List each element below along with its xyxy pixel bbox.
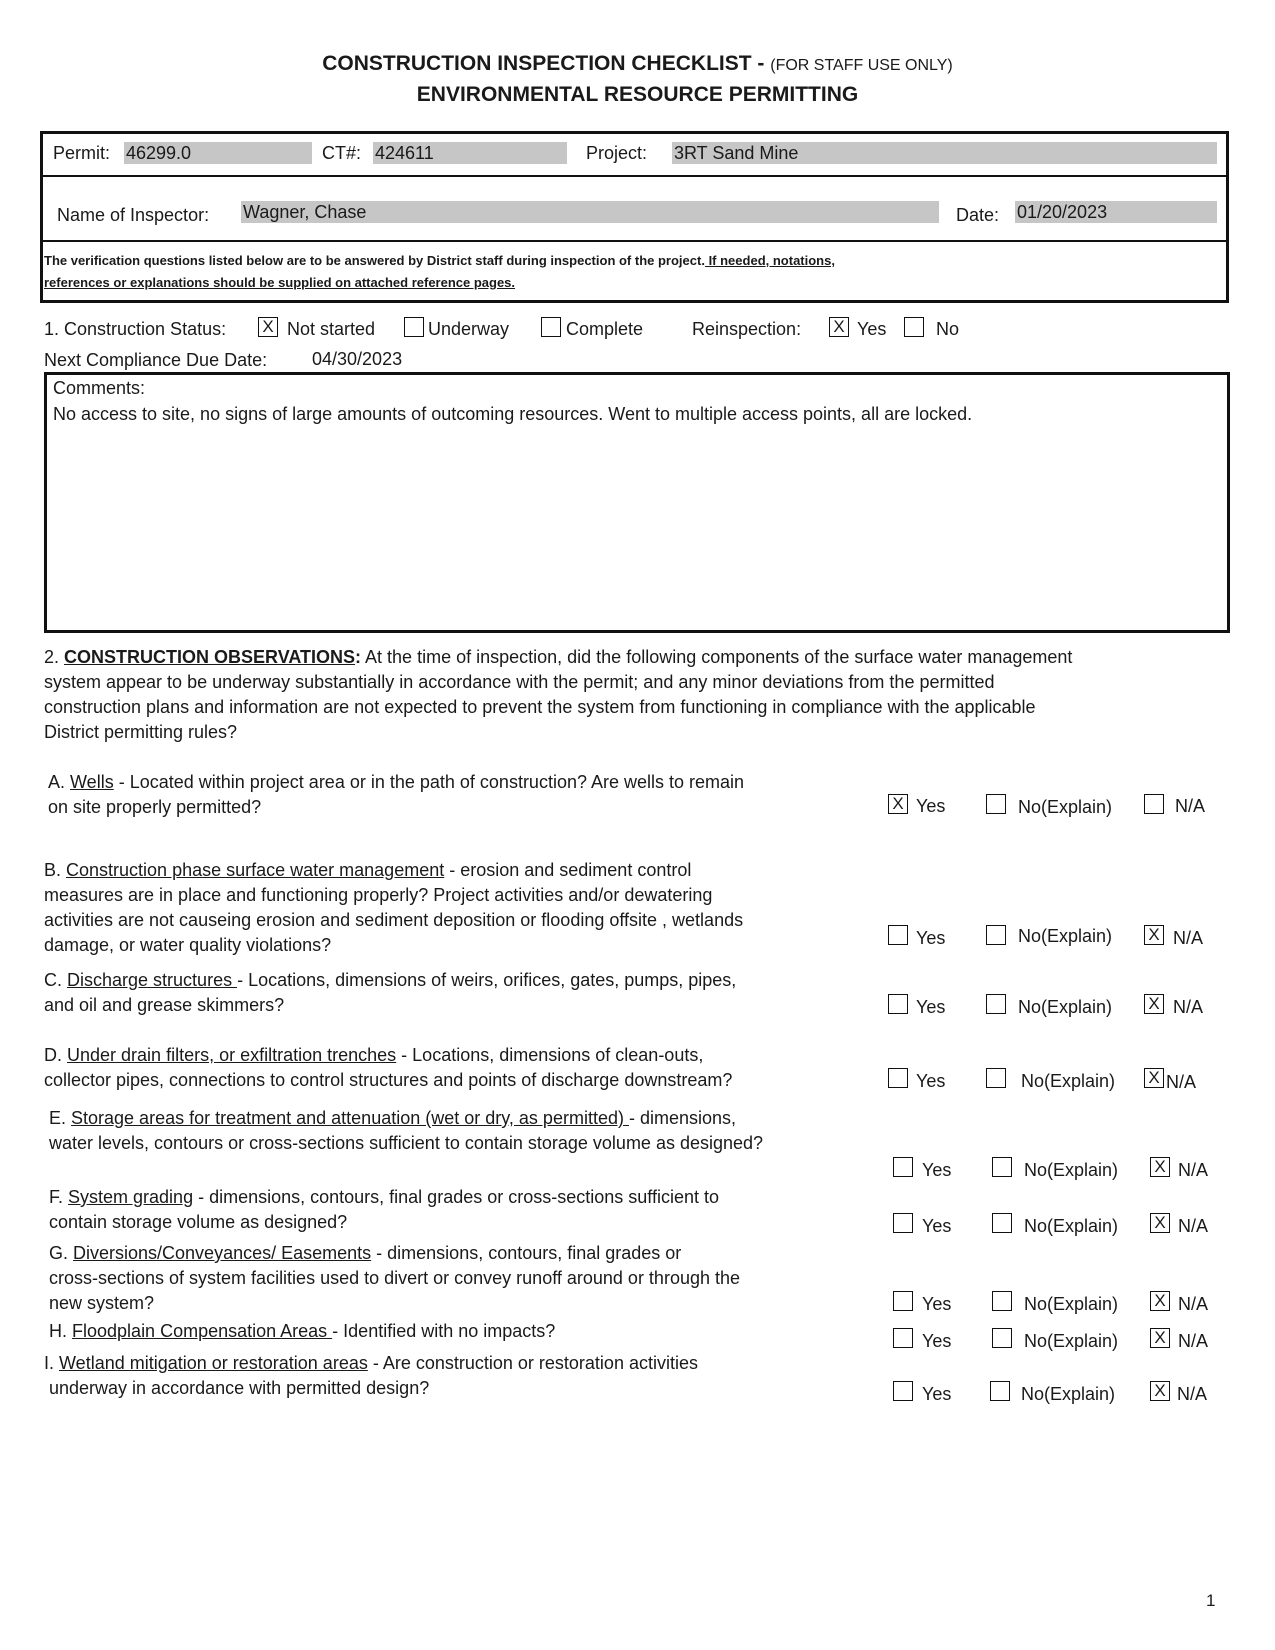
floodplain-yes-checkbox[interactable] <box>893 1328 913 1348</box>
item-storage-areas: E. Storage areas for treatment and attenuation (wet or dry, as permitted) - dimensions, water levels, contours or cross-sections sufficient to contain storage volume as designed? <box>49 1108 764 1153</box>
wells-no-label: No(Explain) <box>1018 797 1113 817</box>
status-underway-checkbox[interactable] <box>404 317 424 337</box>
construction-phase-yes-label: Yes <box>916 928 946 948</box>
wetland-na-label: N/A <box>1177 1384 1208 1404</box>
date-label: Date: <box>956 205 1000 225</box>
comments-text[interactable]: No access to site, no signs of large amounts of outcoming resources. Went to multiple access points, all are locked. <box>53 404 973 424</box>
item-diversions: G. Diversions/Conveyances/ Easements - dimensions, contours, final grades or cross-sections of system facilities used to divert or convey runoff around or through the new system? <box>49 1243 741 1313</box>
verification-note <box>44 250 1214 294</box>
observations-heading: CONSTRUCTION OBSERVATIONS <box>64 647 356 667</box>
wells-no-checkbox[interactable] <box>986 794 1006 814</box>
under-drain-na-label: N/A <box>1166 1072 1197 1092</box>
wetland-yes-checkbox[interactable] <box>893 1381 913 1401</box>
storage-na-checkbox[interactable]: X <box>1150 1157 1170 1177</box>
note-bold: The verification questions listed below are to be answered by District staff during inspection of the project. <box>44 253 705 268</box>
wetland-no-checkbox[interactable] <box>990 1381 1010 1401</box>
wells-yes-label: Yes <box>916 796 946 816</box>
grading-no-label: No(Explain) <box>1024 1216 1119 1236</box>
permit-field[interactable]: 46299.0 <box>124 142 312 164</box>
reinspection-yes-checkbox[interactable]: X <box>829 317 849 337</box>
under-drain-no-checkbox[interactable] <box>986 1068 1006 1088</box>
observations-intro: 2. CONSTRUCTION OBSERVATIONS: At the time of inspection, did the following components of the surface water management system appear to be underway substantially in accordance with the permit; and any minor deviations from the permitted construction plans and information are not expected to prevent the system from functioning in compliance with the applicable District permitting rules? <box>44 647 1073 742</box>
wells-yes-checkbox[interactable]: X <box>888 794 908 814</box>
discharge-no-label: No(Explain) <box>1018 997 1113 1017</box>
next-compliance-label: Next Compliance Due Date: <box>44 350 268 370</box>
next-compliance-date[interactable]: 04/30/2023 <box>312 349 403 369</box>
wells-na-checkbox[interactable] <box>1144 794 1164 814</box>
grading-no-checkbox[interactable] <box>992 1213 1012 1233</box>
wetland-no-label: No(Explain) <box>1021 1384 1116 1404</box>
item-discharge-structures: C. Discharge structures - Locations, dimensions of weirs, orifices, gates, pumps, pipes, and oil and grease skimmers? <box>44 970 737 1015</box>
wetland-na-checkbox[interactable]: X <box>1150 1381 1170 1401</box>
status-not-started-label: Not started <box>287 319 376 339</box>
page-subtitle: ENVIRONMENTAL RESOURCE PERMITTING <box>416 83 859 106</box>
diversions-na-label: N/A <box>1178 1294 1209 1314</box>
ct-label: CT#: <box>322 143 362 163</box>
reinspection-yes-label: Yes <box>857 319 887 339</box>
construction-phase-na-label: N/A <box>1173 928 1204 948</box>
construction-phase-no-checkbox[interactable] <box>986 925 1006 945</box>
construction-phase-na-checkbox[interactable]: X <box>1144 925 1164 945</box>
grading-yes-label: Yes <box>922 1216 952 1236</box>
construction-phase-yes-checkbox[interactable] <box>888 925 908 945</box>
floodplain-no-label: No(Explain) <box>1024 1331 1119 1351</box>
under-drain-yes-label: Yes <box>916 1071 946 1091</box>
project-field[interactable]: 3RT Sand Mine <box>672 142 1217 164</box>
permit-label: Permit: <box>53 143 111 163</box>
page-title <box>0 52 1275 76</box>
under-drain-na-checkbox[interactable]: X <box>1144 1068 1164 1088</box>
wells-na-label: N/A <box>1175 796 1206 816</box>
under-drain-yes-checkbox[interactable] <box>888 1068 908 1088</box>
construction-status-label: 1. Construction Status: <box>44 319 227 339</box>
title-main: CONSTRUCTION INSPECTION CHECKLIST - <box>322 52 771 75</box>
floodplain-na-checkbox[interactable]: X <box>1150 1328 1170 1348</box>
discharge-na-label: N/A <box>1173 997 1204 1017</box>
note-underlined: references or explanations should be supplied on attached reference pages. <box>44 275 516 290</box>
diversions-yes-checkbox[interactable] <box>893 1291 913 1311</box>
under-drain-no-label: No(Explain) <box>1021 1071 1116 1091</box>
reinspection-no-checkbox[interactable] <box>904 317 924 337</box>
status-not-started-checkbox[interactable]: X <box>258 317 278 337</box>
status-underway-label: Underway <box>428 319 510 339</box>
floodplain-yes-label: Yes <box>922 1331 952 1351</box>
grading-na-checkbox[interactable]: X <box>1150 1213 1170 1233</box>
discharge-no-checkbox[interactable] <box>986 994 1006 1014</box>
item-wells: A. Wells - Located within project area or in the path of construction? Are wells to remain on site properly permitted? <box>48 772 745 817</box>
storage-no-checkbox[interactable] <box>992 1157 1012 1177</box>
discharge-yes-checkbox[interactable] <box>888 994 908 1014</box>
item-construction-phase: B. Construction phase surface water management - erosion and sediment control measures are in place and functioning properly? Project activities and/or dewatering activities are not causeing erosion and sediment deposition or flooding offsite , wetlands damage, or water quality violations? <box>44 860 744 955</box>
grading-yes-checkbox[interactable] <box>893 1213 913 1233</box>
floodplain-no-checkbox[interactable] <box>992 1328 1012 1348</box>
construction-phase-no-label: No(Explain) <box>1018 926 1113 946</box>
reinspection-no-label: No <box>936 319 960 339</box>
project-label: Project: <box>586 143 648 163</box>
diversions-na-checkbox[interactable]: X <box>1150 1291 1170 1311</box>
title-note: (FOR STAFF USE ONLY) <box>770 57 953 74</box>
reinspection-label: Reinspection: <box>692 319 802 339</box>
inspector-field[interactable]: Wagner, Chase <box>241 201 939 223</box>
comments-label: Comments: <box>53 378 146 398</box>
wetland-yes-label: Yes <box>922 1384 952 1404</box>
note-underlined: If needed, notations, <box>704 253 835 268</box>
grading-na-label: N/A <box>1178 1216 1209 1236</box>
discharge-na-checkbox[interactable]: X <box>1144 994 1164 1014</box>
item-floodplain: H. Floodplain Compensation Areas - Identified with no impacts? <box>49 1321 556 1341</box>
status-complete-label: Complete <box>566 319 644 339</box>
item-under-drain: D. Under drain filters, or exfiltration trenches - Locations, dimensions of clean-outs, collector pipes, connections to control structures and points of discharge downstream? <box>44 1045 733 1090</box>
inspector-label: Name of Inspector: <box>57 205 210 225</box>
status-complete-checkbox[interactable] <box>541 317 561 337</box>
date-field[interactable]: 01/20/2023 <box>1015 201 1217 223</box>
ct-field[interactable]: 424611 <box>373 142 567 164</box>
item-wetland-mitigation: I. Wetland mitigation or restoration areas - Are construction or restoration activities underway in accordance with permitted design? <box>44 1353 698 1398</box>
diversions-yes-label: Yes <box>922 1294 952 1314</box>
diversions-no-checkbox[interactable] <box>992 1291 1012 1311</box>
floodplain-na-label: N/A <box>1178 1331 1209 1351</box>
storage-yes-checkbox[interactable] <box>893 1157 913 1177</box>
storage-no-label: No(Explain) <box>1024 1160 1119 1180</box>
storage-na-label: N/A <box>1178 1160 1209 1180</box>
info-divider <box>40 175 1229 177</box>
storage-yes-label: Yes <box>922 1160 952 1180</box>
info-divider <box>40 240 1229 242</box>
item-system-grading: F. System grading - dimensions, contours, final grades or cross-sections sufficient to contain storage volume as designed? <box>49 1187 719 1232</box>
discharge-yes-label: Yes <box>916 997 946 1017</box>
diversions-no-label: No(Explain) <box>1024 1294 1119 1314</box>
page-number: 1 <box>1206 1591 1216 1610</box>
